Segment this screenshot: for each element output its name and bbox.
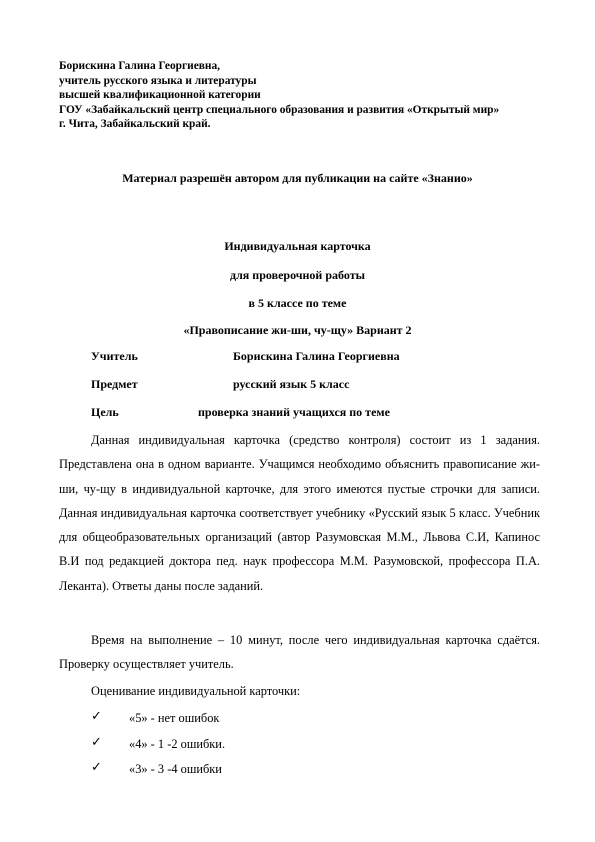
permission-note: Материал разрешён автором для публикации на сайте «Знанио»: [122, 171, 473, 185]
author-category: высшей квалификационной категории: [59, 89, 261, 102]
author-name: Борискина Галина Георгиевна,: [59, 60, 221, 72]
author-city: г. Чита, Забайкальский край.: [59, 118, 211, 131]
subject-value: русский язык 5 класс: [233, 377, 350, 391]
time-paragraph: Время на выполнение – 10 минут, после чего индивидуальная карточка сдаётся. Проверку осуществляет учитель.: [59, 633, 540, 672]
goal-label: Цель: [91, 405, 119, 419]
card-title-line-1: Индивидуальная карточка: [224, 239, 371, 253]
grading-item-text: «5» - нет ошибок: [129, 711, 220, 725]
card-title-line-2: для проверочной работы: [230, 268, 365, 282]
grading-item-text: «4» - 1 -2 ошибки.: [129, 737, 226, 751]
card-title-line-3: в 5 классе по теме: [248, 296, 347, 310]
goal-value: проверка знаний учащихся по теме: [198, 405, 390, 419]
subject-label: Предмет: [91, 377, 138, 391]
card-title-line-4: «Правописание жи-ши, чу-щу» Вариант 2: [183, 323, 412, 337]
teacher-value: Борискина Галина Георгиевна: [233, 349, 400, 363]
teacher-label: Учитель: [91, 349, 138, 363]
grading-item-text: «3» - 3 -4 ошибки: [129, 762, 222, 776]
checkmark-icon: ✓: [91, 760, 102, 775]
description-paragraph: Данная индивидуальная карточка (средство контроля) состоит из 1 задания. Представлена она в одном варианте. Учащимся необходимо объяснить правописание жи-ши, чу-щу в индивидуальной карточке, для этого имеются пустые строчки для записи. Данная индивидуальная карточка соответствует учебнику «Русский язык 5 класс. Учебник для общеобразовательных организаций (автор Разумовская М.М., Львова С.И, Капинос В.И под редакцией доктора пед. наук профессора М.М. Разумовской, профессора П.А. Леканта). Ответы даны после заданий.: [59, 433, 540, 593]
author-position: учитель русского языка и литературы: [59, 74, 257, 87]
author-organization: ГОУ «Забайкальский центр специального образования и развития «Открытый мир»: [59, 103, 500, 116]
grading-lead: Оценивание индивидуальной карточки:: [91, 684, 301, 698]
author-header: [59, 59, 529, 132]
checkmark-icon: ✓: [91, 709, 102, 724]
checkmark-icon: ✓: [91, 735, 102, 750]
